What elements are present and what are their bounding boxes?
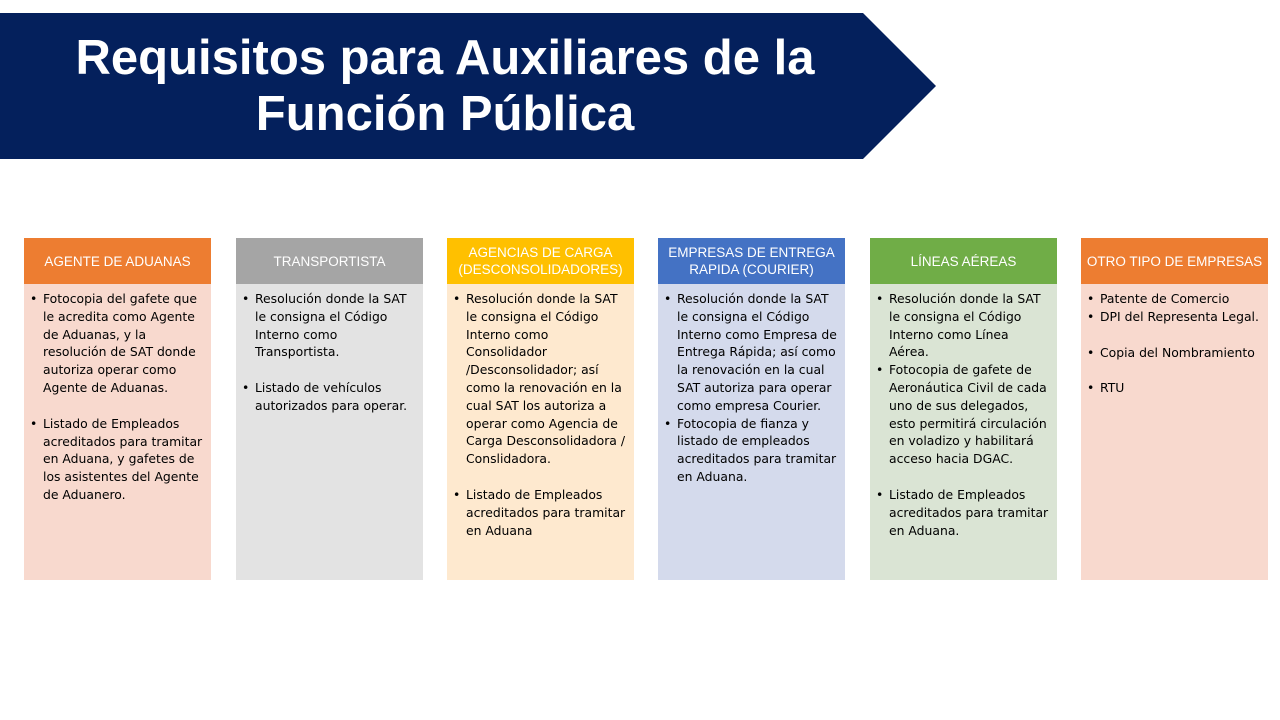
- requirements-list: [30, 290, 205, 504]
- column-header: LÍNEAS AÉREAS: [870, 238, 1057, 284]
- column-header: AGENCIAS DE CARGA (DESCONSOLIDADORES): [447, 238, 634, 284]
- column-otro-tipo-de-empresas: [1081, 238, 1268, 580]
- column-lineas-aereas: [870, 238, 1057, 580]
- column-header: AGENTE DE ADUANAS: [24, 238, 211, 284]
- requirements-list: [242, 290, 417, 415]
- column-header: TRANSPORTISTA: [236, 238, 423, 284]
- requirements-list: [876, 290, 1051, 539]
- column-empresas-de-entrega-rapida: [658, 238, 845, 580]
- list-item: • Patente de Comercio: [1100, 290, 1262, 308]
- list-item: • Resolución donde la SAT le consigna el Código Interno como Transportista.: [255, 290, 417, 361]
- list-item: • RTU: [1100, 379, 1262, 397]
- column-body: [1081, 284, 1268, 580]
- column-header: OTRO TIPO DE EMPRESAS: [1081, 238, 1268, 284]
- column-header: EMPRESAS DE ENTREGA RAPIDA (COURIER): [658, 238, 845, 284]
- column-body: [447, 284, 634, 580]
- list-item: • Resolución donde la SAT le consigna el Código Interno como Consolidador /Desconsolidador; así como la renovación en la cual SAT los autoriza a operar como Agencia de Carga Desconsolidadora / Conslidadora.: [466, 290, 628, 468]
- list-item: • Fotocopia de fianza y listado de empleados acreditados para tramitar en Aduana.: [677, 415, 839, 486]
- requirements-list: [664, 290, 839, 486]
- list-item: • DPI del Representa Legal.: [1100, 308, 1262, 326]
- requirements-list: [453, 290, 628, 539]
- column-body: [24, 284, 211, 580]
- column-agente-de-aduanas: [24, 238, 211, 580]
- list-item: • Copia del Nombramiento: [1100, 344, 1262, 362]
- list-item: • Resolución donde la SAT le consigna el Código Interno como Empresa de Entrega Rápida; así como la renovación en la cual SAT autoriza para operar como empresa Courier.: [677, 290, 839, 415]
- page-title: Requisitos para Auxiliares de la Función Pública: [75, 31, 815, 141]
- column-body: [236, 284, 423, 580]
- column-transportista: [236, 238, 423, 580]
- title-banner: [0, 13, 936, 159]
- list-item: • Listado de Empleados acreditados para tramitar en Aduana.: [889, 486, 1051, 539]
- requirements-list: [1087, 290, 1262, 397]
- list-item: • Fotocopia del gafete que le acredita como Agente de Aduanas, y la resolución de SAT donde autoriza operar como Agente de Aduanas.: [43, 290, 205, 397]
- list-item: • Listado de Empleados acreditados para tramitar en Aduana: [466, 486, 628, 539]
- column-body: [658, 284, 845, 580]
- list-item: • Listado de Empleados acreditados para tramitar en Aduana, y gafetes de los asistentes del Agente de Aduanero.: [43, 415, 205, 504]
- list-item: • Resolución donde la SAT le consigna el Código Interno como Línea Aérea.: [889, 290, 1051, 361]
- list-item: • Listado de vehículos autorizados para operar.: [255, 379, 417, 415]
- list-item: • Fotocopia de gafete de Aeronáutica Civil de cada uno de sus delegados, esto permitirá circulación en voladizo y habilitará acceso hacia DGAC.: [889, 361, 1051, 468]
- column-agencias-de-carga: [447, 238, 634, 580]
- column-body: [870, 284, 1057, 580]
